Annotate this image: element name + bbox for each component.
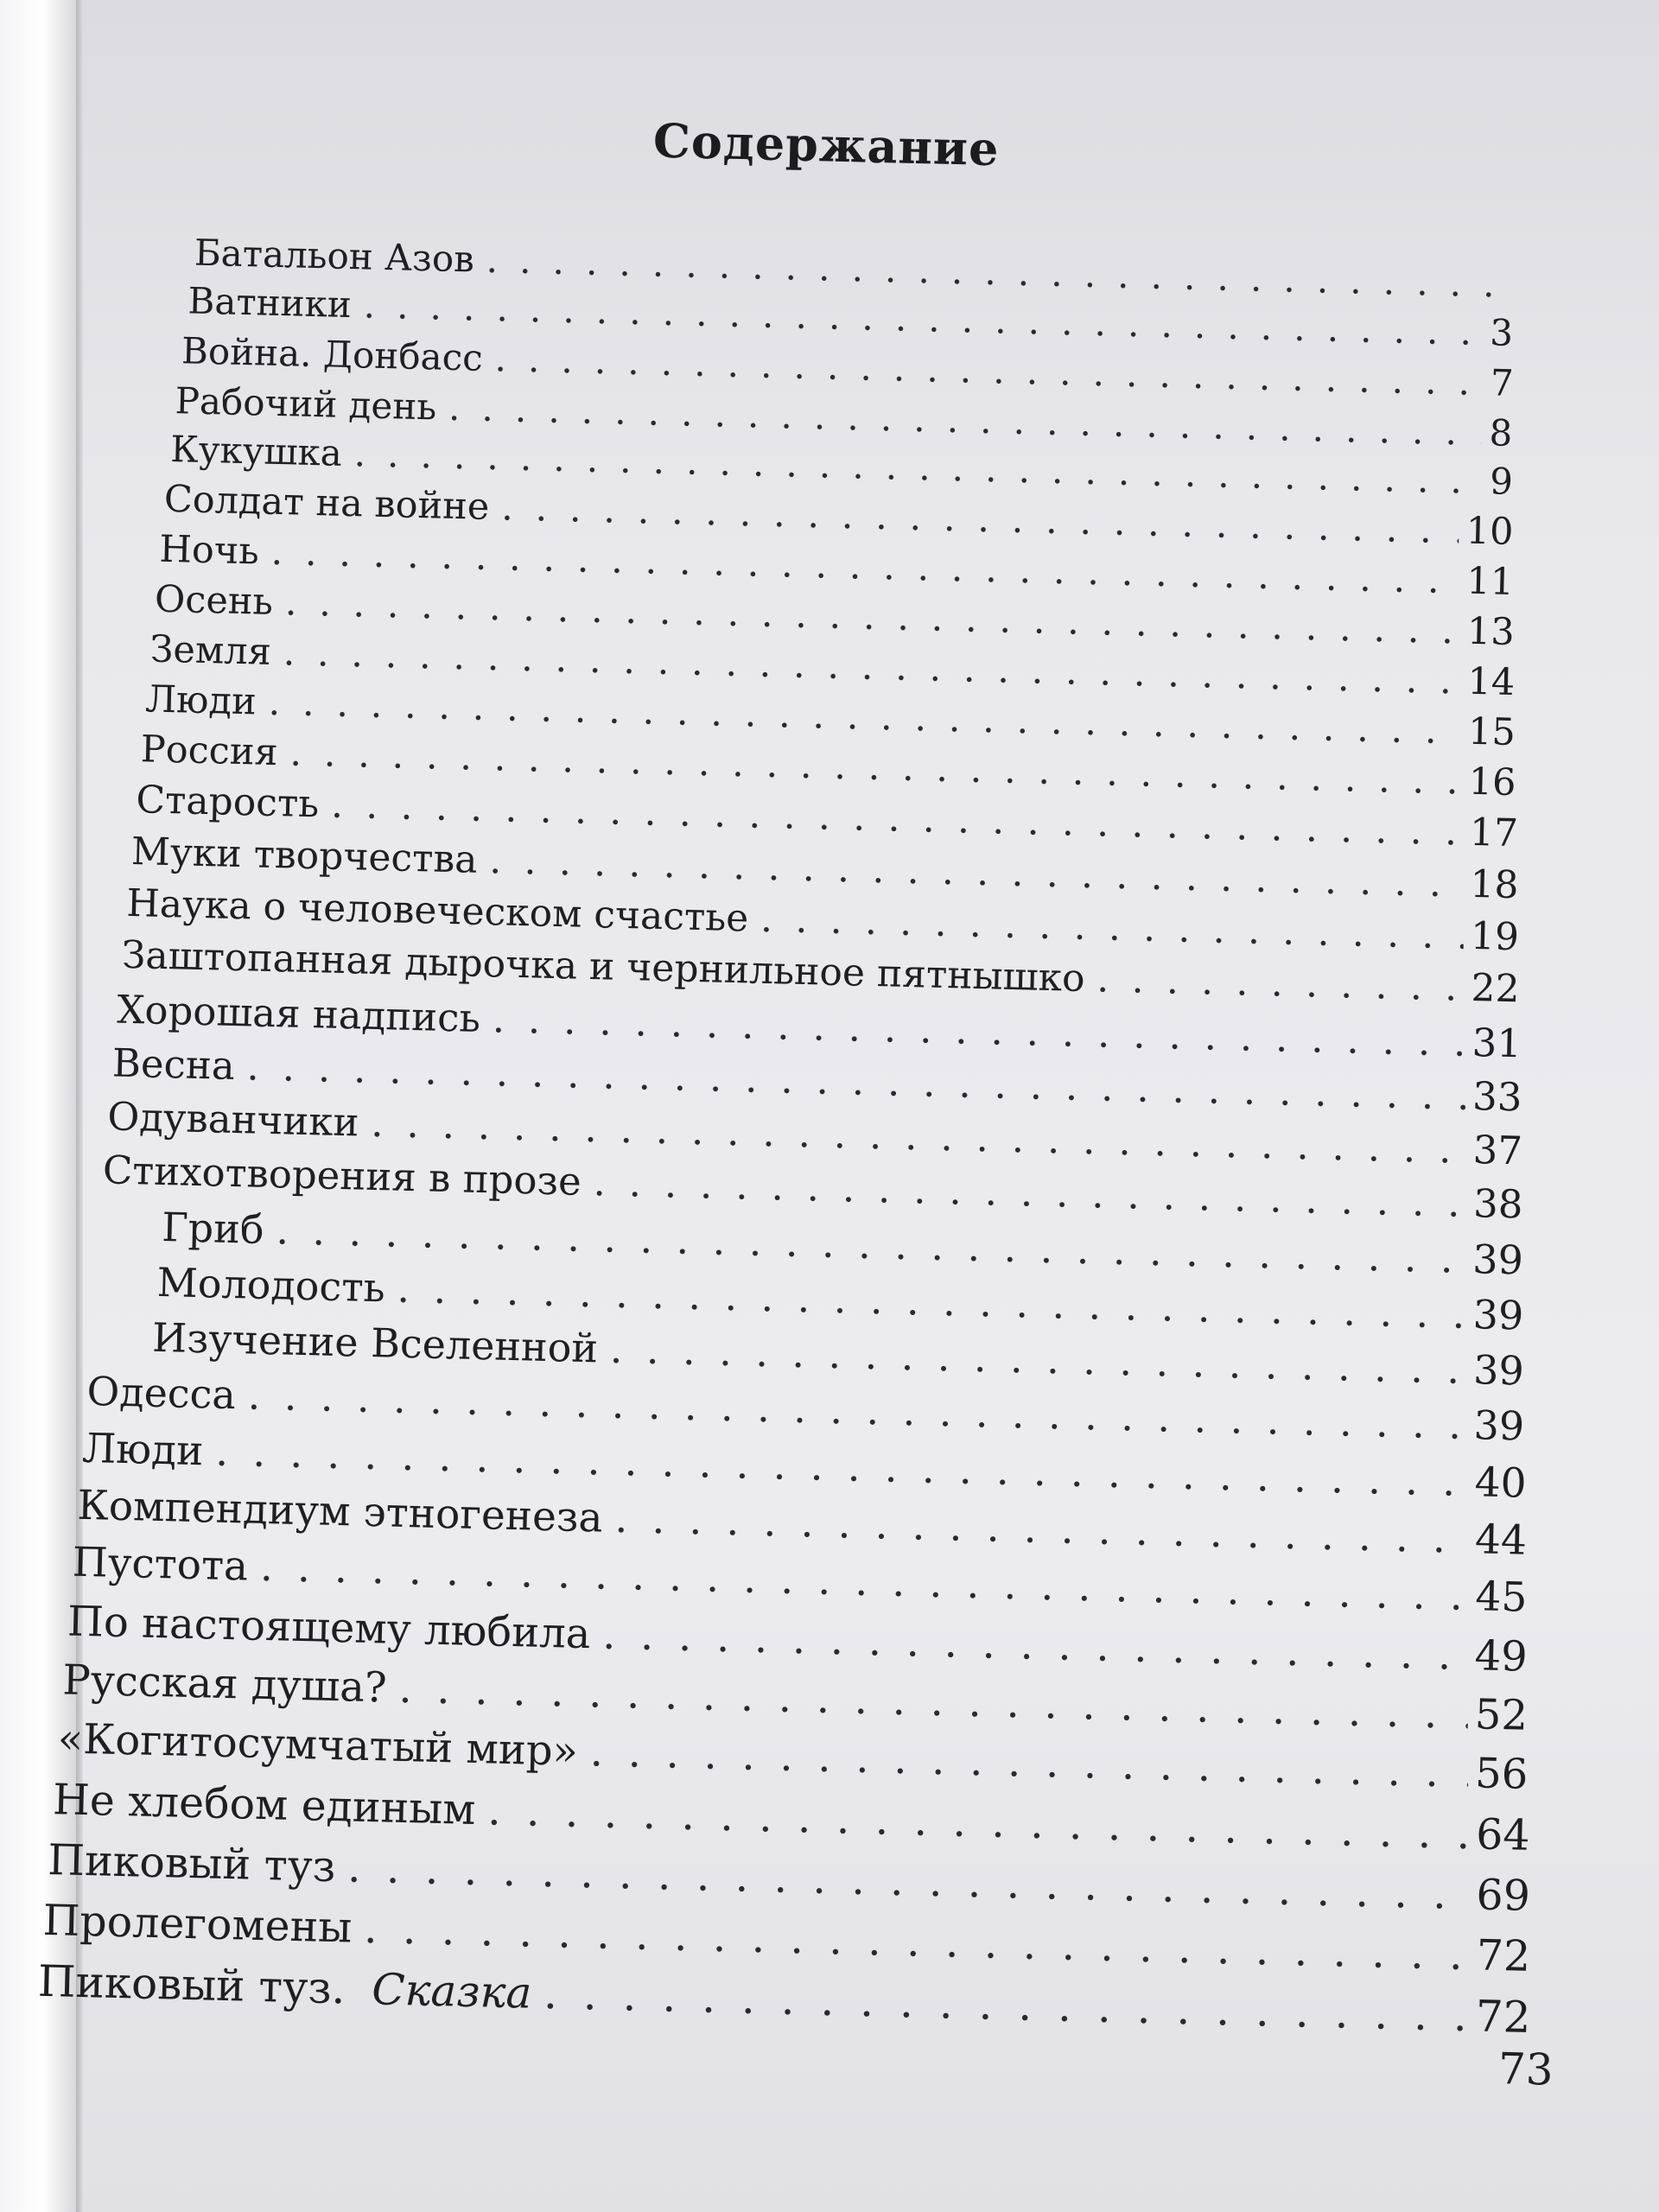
dot-leader: [1096, 957, 1465, 1009]
dot-leader: [543, 1968, 1470, 2041]
toc-entry-title: Рабочий день: [175, 379, 437, 429]
toc-entry-title: Пиковый туз. Сказка: [37, 1955, 533, 2018]
dot-leader: [602, 1611, 1469, 1680]
toc-entry-title: Ночь: [158, 527, 260, 574]
toc-page-number: 39: [1472, 1291, 1524, 1339]
toc-entry-title: Изучение Вселенной: [151, 1313, 599, 1372]
toc-page-number: 31: [1471, 1019, 1522, 1067]
toc-entry-title: Россия: [140, 728, 279, 775]
toc-page-number: 10: [1465, 509, 1515, 554]
toc-entry-title: Гриб: [161, 1204, 265, 1253]
toc-entry-title: Одесса: [86, 1367, 237, 1419]
toc-entry-title: Пролегомены: [42, 1895, 353, 1953]
toc-page-number: 40: [1474, 1459, 1528, 1508]
toc-page-number: 11: [1465, 559, 1515, 605]
toc-page-number: 72: [1475, 1991, 1532, 2043]
toc-entry-subtitle: Сказка: [357, 1963, 533, 2018]
toc-page-number: 33: [1471, 1073, 1523, 1121]
toc-entry-title: По настоящему любила: [67, 1597, 592, 1659]
toc-page-number: 13: [1466, 609, 1516, 655]
toc-page-number: 18: [1469, 861, 1520, 908]
toc-page-number: 64: [1475, 1809, 1531, 1860]
toc-page-number: 38: [1472, 1180, 1524, 1228]
toc-page-number: 56: [1474, 1749, 1529, 1799]
dot-leader: [589, 1727, 1469, 1797]
toc-page-number: 19: [1470, 913, 1520, 960]
toc-page-number: 9: [1489, 460, 1514, 503]
toc-entry-title: Люди: [144, 677, 257, 724]
toc-page-number: 69: [1475, 1870, 1531, 1921]
toc-entry-title: Русская душа?: [61, 1656, 388, 1713]
toc-entry-title: Батальон Азов: [194, 231, 475, 281]
toc-page-number: 37: [1472, 1127, 1523, 1174]
toc-page-number-last: 73: [1497, 2044, 1554, 2095]
toc-entry-title: Муки творчества: [130, 830, 479, 882]
toc-entry-title: Люди: [81, 1424, 205, 1476]
toc-entry-title: Старость: [135, 778, 320, 827]
toc-entry-title: Одуванчики: [106, 1093, 360, 1146]
toc-entry-title: Молодость: [156, 1258, 386, 1312]
toc-entry-title: Хорошая надпись: [116, 986, 481, 1041]
toc-page-number: 15: [1467, 709, 1516, 755]
toc-entry-title: Компендиум этногенеза: [76, 1481, 604, 1542]
toc-entry-title: Не хлебом единым: [52, 1775, 477, 1835]
toc-page-number: 3: [1489, 311, 1514, 354]
dot-leader: [487, 1785, 1470, 1859]
toc-page-number: 45: [1474, 1573, 1529, 1622]
toc-page-number: 7: [1490, 361, 1515, 404]
toc-page-number: 49: [1473, 1631, 1529, 1681]
toc-entry-title: Война. Донбасс: [181, 329, 484, 379]
toc-page-number: 52: [1474, 1690, 1529, 1740]
toc-entry-title: «Когитосумчатый мир»: [57, 1714, 579, 1776]
toc-page-number: 8: [1488, 411, 1513, 454]
toc-page-number: 14: [1466, 659, 1516, 705]
toc-page-number: 39: [1472, 1346, 1525, 1395]
toc-entry-title: Стихотворения в прозе: [102, 1147, 582, 1205]
toc-page-number: 72: [1476, 1930, 1531, 1981]
dot-leader: [609, 1325, 1466, 1393]
toc-page-number: 22: [1470, 965, 1521, 1012]
toc-entry-title: Солдат на войне: [163, 477, 490, 530]
toc-page-number: 39: [1473, 1402, 1525, 1450]
toc-entry-title: Наука о человеческом счастье: [125, 880, 749, 941]
toc-entry-title: Осень: [154, 577, 274, 624]
toc-page-number: 39: [1471, 1236, 1524, 1284]
toc-page-number: 17: [1469, 810, 1519, 856]
toc-page-number: 16: [1468, 760, 1516, 805]
toc-entry-title: Пиковый туз: [47, 1835, 337, 1892]
toc-entry-title: Весна: [111, 1039, 236, 1089]
toc-entry-title: Кукушка: [169, 427, 343, 474]
toc-entry-title: Ватники: [187, 279, 353, 327]
toc-entry-title: Земля: [149, 627, 272, 674]
toc-entry-title: Заштопанная дырочка и чернильное пятнышко: [121, 932, 1086, 1001]
toc-page-number: 44: [1474, 1516, 1528, 1565]
dot-leader: [760, 897, 1465, 958]
page-title: Содержание: [652, 112, 1001, 177]
toc-entry-title: Пустота: [72, 1538, 249, 1591]
dot-leader: [614, 1495, 1469, 1563]
